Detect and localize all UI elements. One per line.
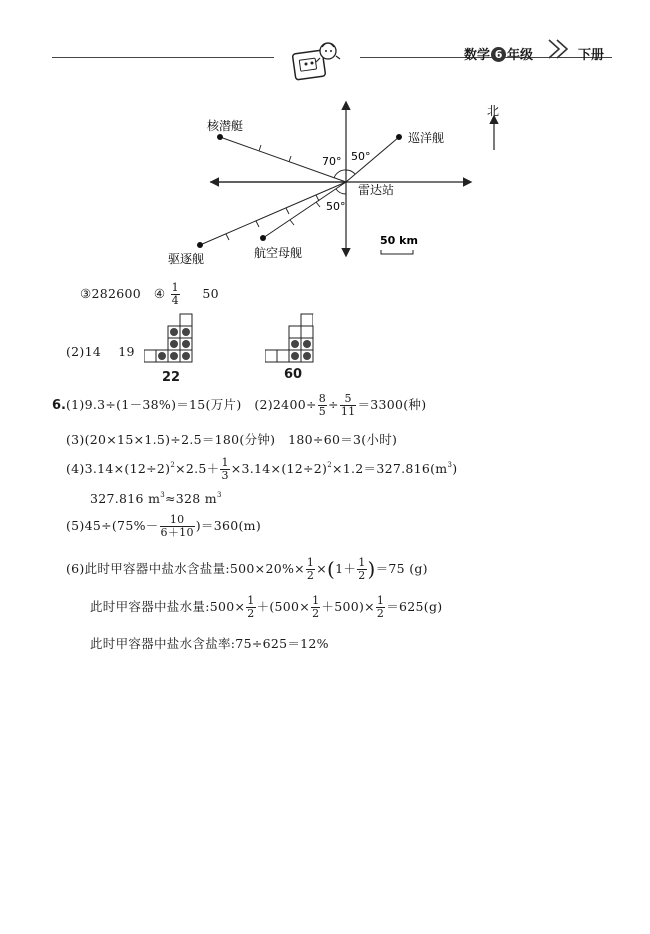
grid-caption-b: 60 (284, 367, 303, 382)
grade-number-badge: 6 (491, 47, 506, 62)
q6-line-8: 此时甲容器中盐水含盐率:75÷625＝12% (90, 636, 329, 651)
answer-line-3: ③282600 ④ $\frac{1}{4}$ 50 (80, 281, 219, 307)
point-cruiser (396, 134, 402, 140)
q6-line-4: 327.816 $m^3\approx 328$ $m^3$ (90, 491, 222, 506)
header-volume: 下册 (578, 48, 605, 63)
north-label: 北 (487, 104, 500, 118)
q6-line-6: (6)此时甲容器中盐水含盐量:500×20%× $\frac{1}{2}$ ×(1＋ $\frac{1}{2}$ )＝75 (g) (66, 556, 428, 582)
stair-grid-b (265, 313, 325, 369)
q6-line-7: 此时甲容器中盐水量:500× $\frac{1}{2}$ ＋(500× $\frac{1}{2}$ ＋500)× $\frac{1}{2}$ ＝625(g) (90, 594, 443, 620)
chevron-double-icon (546, 38, 574, 60)
label-submarine: 核潜艇 (207, 119, 244, 133)
answer-line-4: (2)14 19 (66, 344, 135, 359)
q6-line-3: $(4)3.14\times(12\div 2)^2\times 2.5+$ $\frac{1}{3}$ $\times 3.14\times(12\div 2)^2\times 1.2=327.816(m^3)$ (66, 456, 458, 482)
angle-50-top: 50° (351, 150, 371, 163)
fraction: $\frac{1}{4}$ (171, 281, 179, 307)
q6-line-5: (5)45÷(75%－ $\frac{10}{6+10}$ )＝360(m) (66, 513, 261, 539)
point-submarine (217, 134, 223, 140)
angle-50-bottom: 50° (326, 200, 346, 213)
header-grade: 数学 6 年级 (464, 48, 534, 63)
angle-70: 70° (322, 155, 342, 168)
scale-label: 50 km (380, 234, 418, 247)
q6-line-1: (1)9.3÷(1－38%)＝15(万片) (2)2400÷ $\frac{8}{5}$ ÷ $\frac{5}{11}$ ＝3300(种) (66, 392, 427, 418)
stair-grid-a (144, 313, 200, 369)
label-carrier: 航空母舰 (254, 246, 303, 260)
label-radar: 雷达站 (358, 183, 395, 197)
point-destroyer (197, 242, 203, 248)
line-destroyer (200, 182, 346, 245)
q6-line-2: (3)(20×15×1.5)÷2.5＝180(分钟) 180÷60＝3(小时) (66, 432, 398, 447)
question-number: 6. (52, 398, 66, 413)
mascot-icon (282, 38, 354, 84)
direction-diagram (150, 95, 520, 275)
header-rule-left (52, 57, 274, 58)
grid-caption-a: 22 (162, 370, 181, 385)
point-carrier (260, 235, 266, 241)
label-cruiser: 巡洋舰 (408, 131, 445, 145)
scale-bar (381, 250, 413, 254)
label-destroyer: 驱逐舰 (168, 252, 205, 266)
